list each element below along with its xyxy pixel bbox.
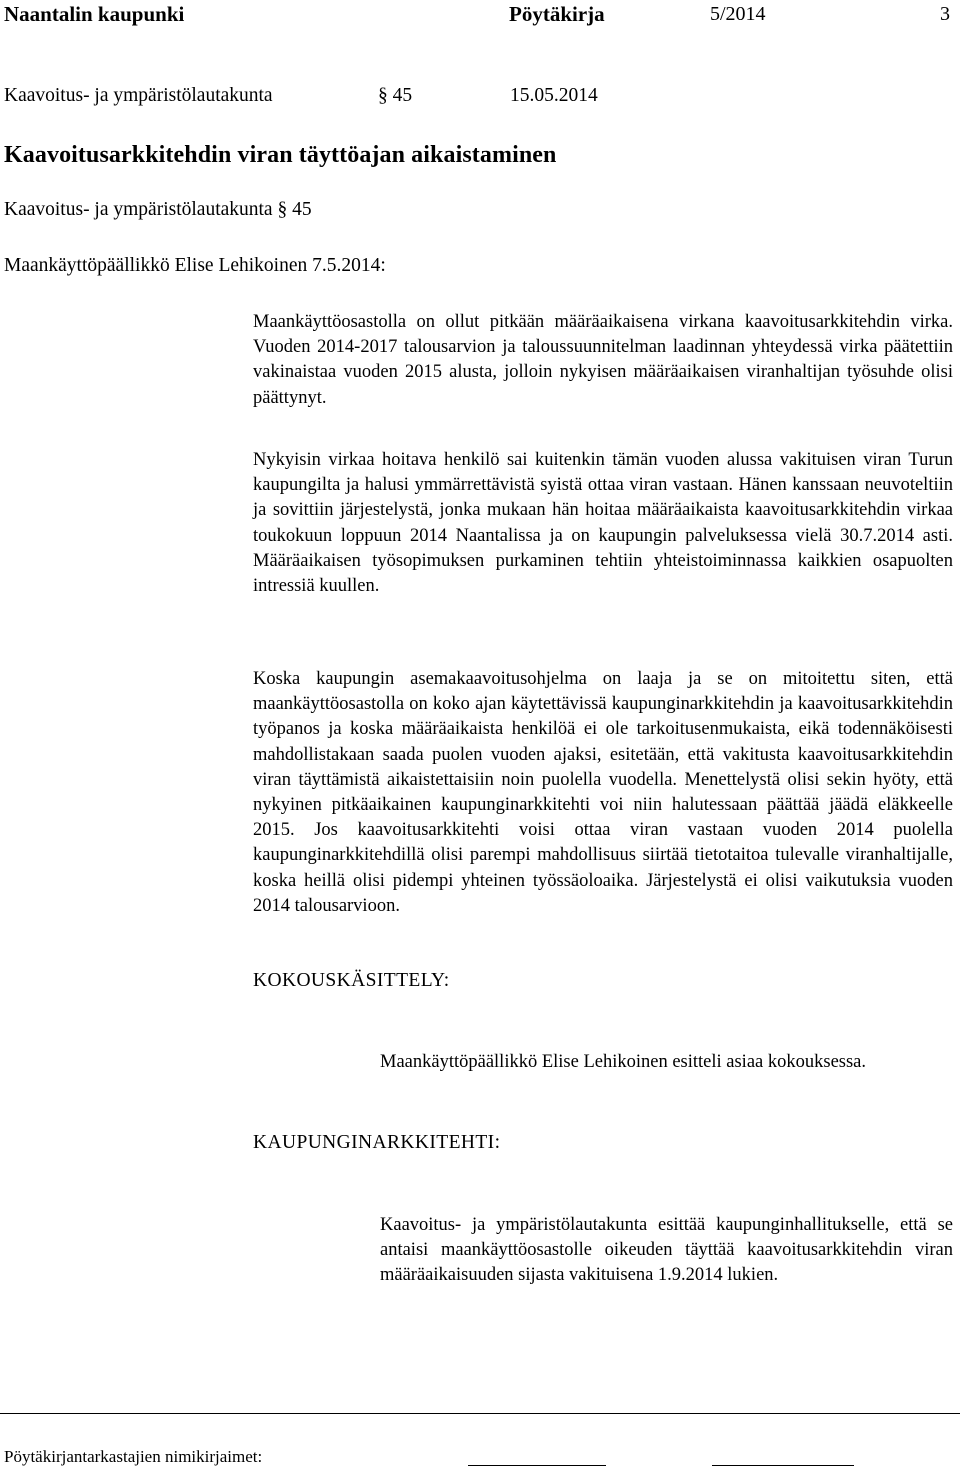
meeting-section-number: 45	[392, 85, 413, 106]
page-number: 3	[940, 3, 950, 25]
organization-name: Naantalin kaupunki	[4, 2, 185, 26]
architect-heading: KAUPUNGINARKKITEHTI:	[253, 1132, 501, 1153]
paragraph-3	[253, 667, 953, 919]
item-title: Kaavoitusarkkitehdin viran täyttöajan aikaistaminen	[4, 142, 557, 168]
signature-line-2	[712, 1465, 854, 1466]
meeting-heading: KOKOUSKÄSITTELY:	[253, 970, 450, 991]
presenter-line: Maankäyttöpäällikkö Elise Lehikoinen 7.5.2014:	[4, 255, 386, 276]
document-type: Pöytäkirja	[509, 2, 605, 26]
meeting-section: § 45	[378, 85, 413, 106]
footer-divider	[0, 1413, 960, 1414]
architect-text: Kaavoitus- ja ympäristölautakunta esittää kaupunginhallitukselle, että se antaisi maankäyttöosastolle oikeuden täyttää kaavoitusarkkitehdin viran määräaikaisuuden sijasta vakituisena 1.9.2014 lukien.	[380, 1215, 953, 1286]
signatures-label: Pöytäkirjantarkastajien nimikirjaimet:	[4, 1447, 263, 1466]
item-board-name: Kaavoitus- ja ympäristölautakunta	[4, 199, 273, 220]
signature-line-1	[468, 1465, 606, 1466]
architect-text-block	[380, 1213, 953, 1289]
issue-number: 5/2014	[710, 3, 766, 25]
paragraph-3-text: Koska kaupungin asemakaavoitusohjelma on laaja ja se on mitoitettu siten, että maankäyttöosastolla on koko ajan käytettävissä kaupunginarkkitehdin ja kaavoitusarkkitehdin työpanos ja koska määräaikaista henkilöä ei ole tarkoitusenmukaista, eikä todennäköisesti mahdollistakaan saada puolen vuoden ajaksi, esitetään, että vakitusta kaavoitusarkkitehdin viran täyttämistä aikaistettaisiin noin puolella vuodella. Menettelystä olisi sekin hyöty, että nykyinen pitkäaikainen kaupunginarkkitehti voi niin halutessaan päättää jäädä eläkkeelle 2015. Jos kaavoitusarkkitehti voisi ottaa viran vastaan vuoden 2014 puolella kaupunginarkkitehdillä olisi parempi mahdollisuus siirtää tietotaitoa tulevalle viranhaltijalle, koska heillä olisi pidempi yhteinen työssäoloaika. Järjestelystä ei olisi vaikutuksia vuoden 2014 talousarvioon.	[253, 669, 953, 916]
meeting-date: 15.05.2014	[510, 85, 598, 106]
paragraph-2-text: Nykyisin virkaa hoitava henkilö sai kuitenkin tämän vuoden alussa vakituisen viran Turun kaupungilta ja halusi ymmärrettävistä syistä ottaa viran vastaan. Hänen kanssaan neuvoteltiin ja sovittiin järjestelystä, jonka mukaan hän hoitaa määräaikaista kaavoitusarkkitehdin virkaa toukokuun loppuun 2014 Naantalissa ja on kaupungin palveluksessa vielä 30.7.2014 asti. Määräaikaisen työsopimuksen purkaminen tehtiin yhteistoiminnassa kaikkien osapuolten intressiä kuullen.	[253, 450, 953, 597]
paragraph-1-text: Maankäyttöosastolla on ollut pitkään määräaikaisena virkana kaavoitusarkkitehdin virka. Vuoden 2014-2017 talousarvion ja taloussuunnitelman laadinnan yhteydessä virka päätettiin vakinaistaa vuoden 2015 alusta, jolloin nykyisen määräaikaisen viranhaltijan työsuhde olisi päättynyt.	[253, 312, 953, 408]
meeting-board: Kaavoitus- ja ympäristölautakunta	[4, 85, 273, 106]
meeting-text-block	[380, 1050, 953, 1075]
paragraph-1	[253, 310, 953, 411]
meeting-text: Maankäyttöpäällikkö Elise Lehikoinen esitteli asiaa kokouksessa.	[380, 1052, 867, 1072]
paragraph-2	[253, 448, 953, 599]
item-board-section: 45	[292, 199, 312, 220]
item-board-line: Kaavoitus- ja ympäristölautakunta § 45	[4, 199, 312, 220]
